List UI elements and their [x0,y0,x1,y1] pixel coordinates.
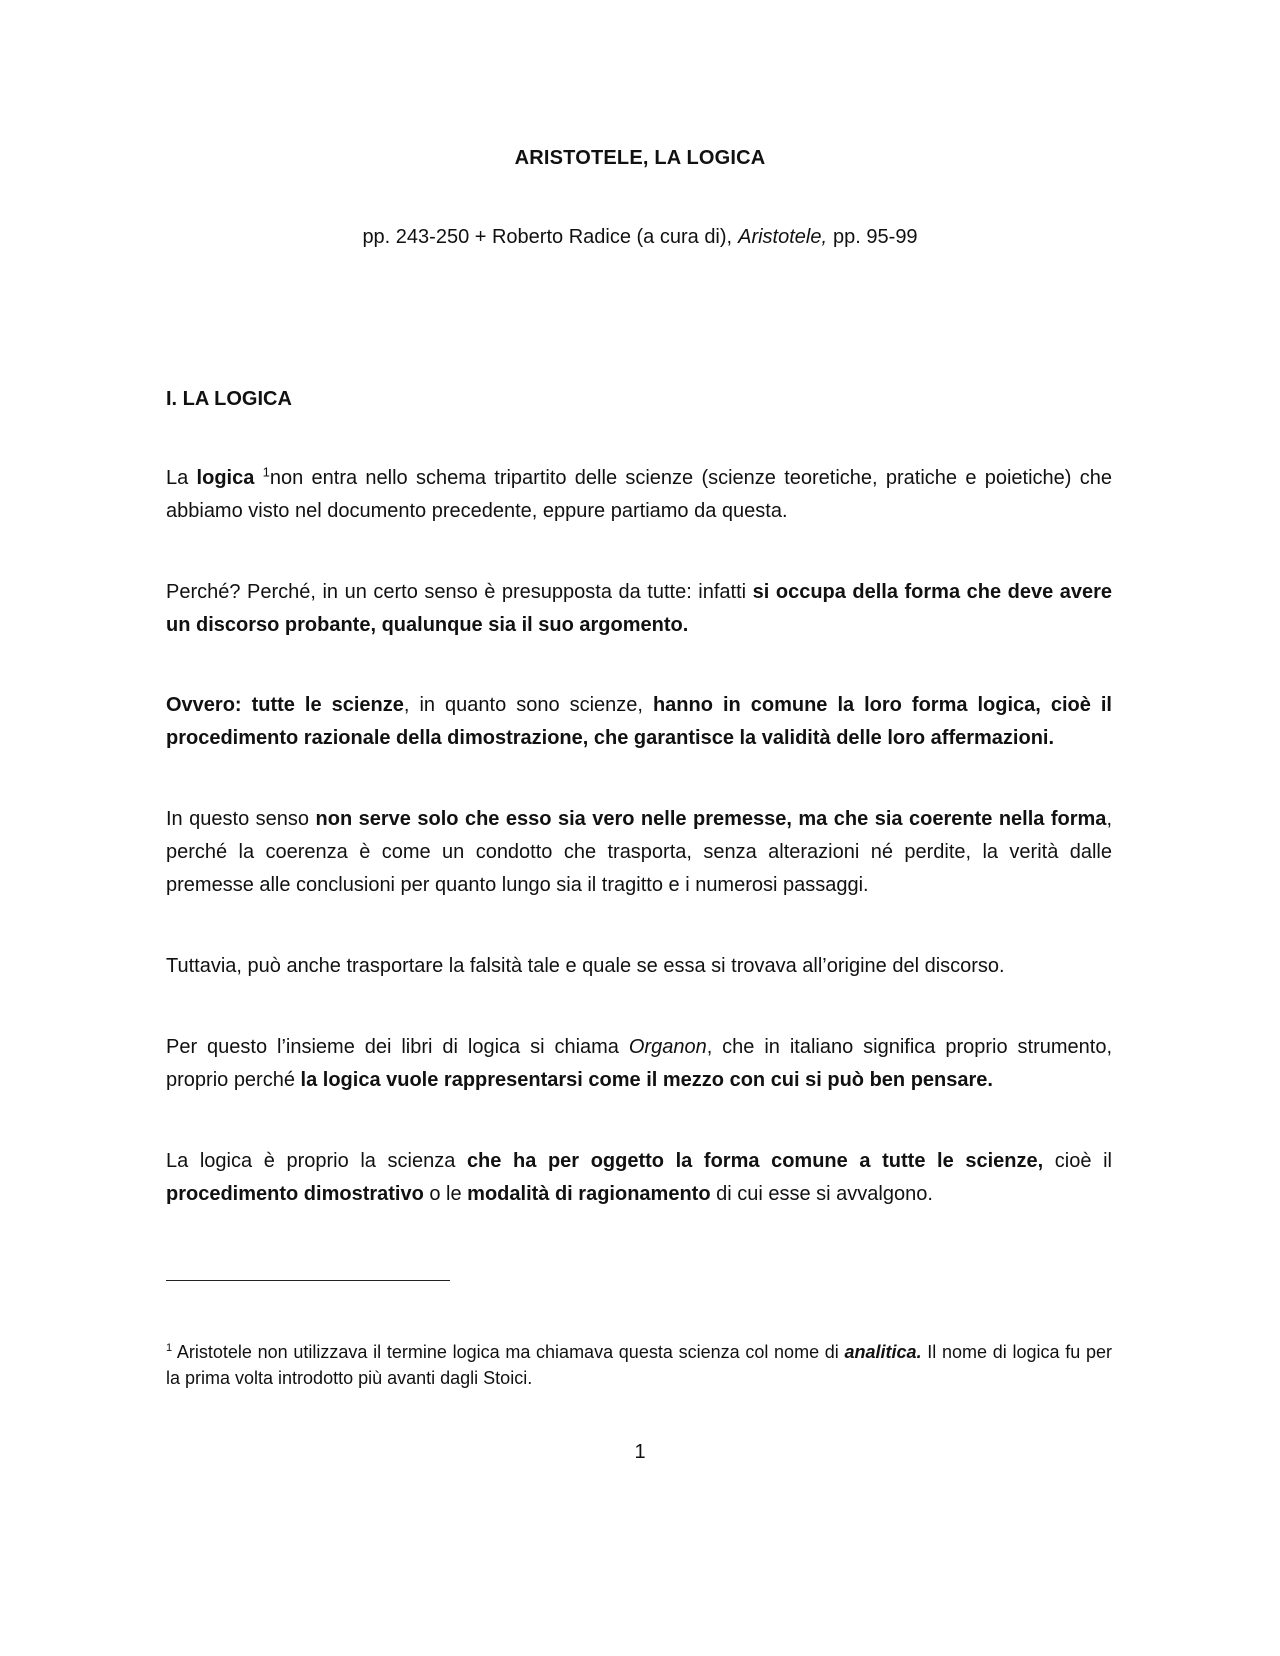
p4-bold-1: non serve solo che esso sia vero nelle premesse, ma che sia coerente nella forma [315,808,1107,830]
subtitle-book-pages: pp. 95-99 [833,226,918,248]
p6-italic-organon: Organon [628,1036,707,1058]
footnote-separator [166,1280,450,1281]
p1-text-1: La [166,467,197,489]
document-title: ARISTOTELE, LA LOGICA [514,147,766,169]
p3-bold-1: Ovvero: tutte le scienze [166,694,404,716]
p6-text-2: , che in italiano significa proprio strumento, proprio perché [166,1036,1112,1091]
paragraph-3 [166,689,1112,755]
page-number: 1 [634,1441,646,1463]
document-subtitle [0,226,1280,249]
footnote-reference[interactable]: 1 [262,464,270,480]
p1-text-3: non entra nello schema tripartito delle scienze (scienze teoretiche, pratiche e poietiche) che abbiamo visto nel documento precedente, eppure partiamo da questa. [166,467,1112,522]
paragraph-2 [166,576,1112,642]
p7-text-2: cioè il [1043,1150,1112,1172]
p7-bold-2: procedimento dimostrativo [166,1183,424,1205]
footnote-text-2: Il nome di logica fu per la prima volta introdotto più avanti dagli Stoici. [166,1342,1112,1388]
paragraph-6 [166,1031,1112,1097]
p6-text-1: Per questo l’insieme dei libri di logica si chiama [166,1036,629,1058]
subtitle-pages: pp. 243-250 + Roberto Radice (a cura di), [362,226,733,248]
p2-text-1: Perché? Perché, in un certo senso è presupposta da tutte: infatti [166,581,753,603]
subtitle-book-title: Aristotele, [738,226,828,248]
paragraph-1 [166,462,1112,528]
p7-text-1: La logica è proprio la scienza [166,1150,467,1172]
paragraph-5 [166,950,1112,983]
p7-text-4: di cui esse si avvalgono. [710,1183,933,1205]
paragraph-4 [166,803,1112,902]
paragraph-7 [166,1145,1112,1211]
footnote-text-1: Aristotele non utilizzava il termine logica ma chiamava questa scienza col nome di [172,1342,845,1362]
p3-text-1: , in quanto sono scienze, [403,694,653,716]
p4-text-1: In questo senso [166,808,316,830]
p6-bold-1: la logica vuole rappresentarsi come il mezzo con cui si può ben pensare. [300,1069,993,1091]
p5-text-1: Tuttavia, può anche trasportare la falsità tale e quale se essa si trovava all’origine del discorso. [166,955,1005,977]
footnote-number: 1 [166,1342,173,1354]
p2-bold-1: si occupa della forma che deve avere un discorso probante, qualunque sia il suo argomento. [166,581,1112,636]
p7-bold-1: che ha per oggetto la forma comune a tutte le scienze, [466,1150,1044,1172]
footnote [166,1339,1112,1391]
section-heading: I. LA LOGICA [166,388,292,410]
p1-bold-1: logica [196,467,255,489]
p3-bold-2: hanno in comune la loro forma logica, cioè il procedimento razionale della dimostrazione, che garantisce la validità delle loro affermazioni. [166,694,1112,749]
p7-text-3: o le [423,1183,468,1205]
p7-bold-3: modalità di ragionamento [467,1183,711,1205]
footnote-bold-italic-analitica: analitica. [844,1342,922,1362]
p1-text-2 [254,467,262,489]
p4-text-2: , perché la coerenza è come un condotto che trasporta, senza alterazioni né perdite, la verità dalle premesse alle conclusioni per quanto lungo sia il tragitto e i numerosi passaggi. [166,808,1112,896]
